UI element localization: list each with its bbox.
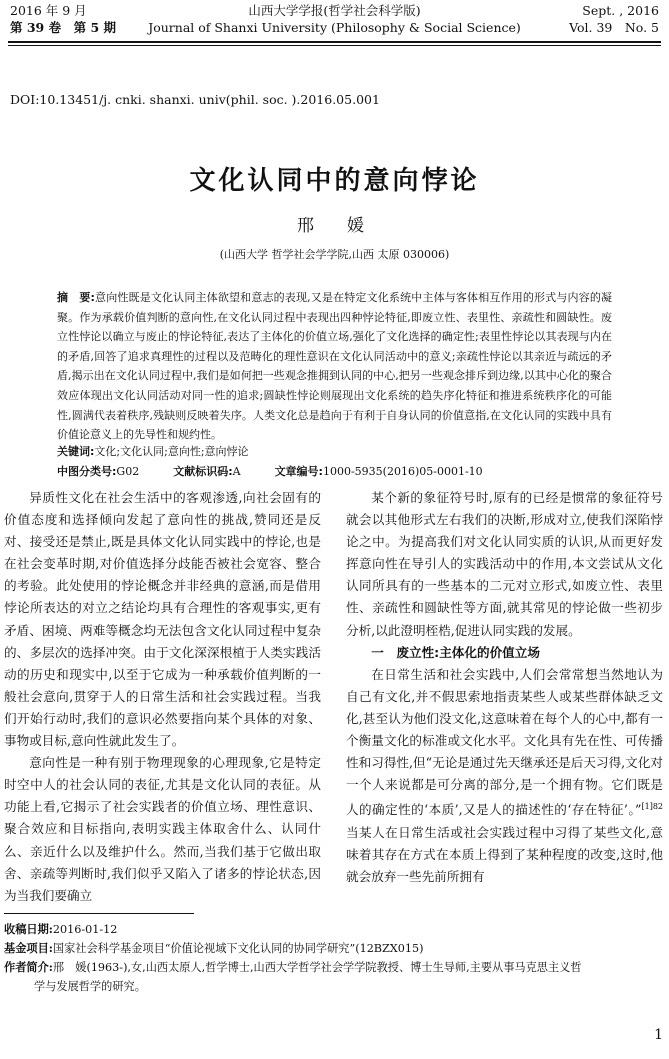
abstract-text: 意向性既是文化认同主体欲望和意志的表现,又是在特定文化系统中主体与客体相互作用的形式与内容的凝聚。作为承载价值判断的意向性,在文化认同过程中表现出四种悖论特征,即废立性、表里性、亲疏性和圆缺性。废立性悖论以确立与废止的悖论特征,表达了主体化的价值立场,强化了文化选择的确定性;表里性悖论以其表现与内在的矛盾,回答了追求真理性的过程以及范畴化的理性意识在文化认同活动中的意义;亲疏性悖论以其亲近与疏远的矛盾,揭示出在文化认同过程中,我们是如何把一些观念推拥到认同的中心,把另一些观念排斥到边缘,以其中心化的聚合效应体现出文化认同活动对同一性的追求;圆缺性悖论则展现出文化系统的趋失序化特征和推进系统秩序化的可能性,圆满代表着秩序,残缺则反映着失序。人类文化总是趋向于有利于自身认同的价值意指,在文化认同的实践中具有价值论意义上的先导性和规约性。 [57, 291, 612, 442]
footnote-author-bio [4, 958, 664, 996]
body-text: 在日常生活和社会实践中,人们会常常想当然地认为自己有文化,并不假思索地指责某些人或某些群体缺乏文化,甚至认为他们没文化,这意味着在每个人的心中,都有一个衡量文化的标准或文化水平。文化具有先在性、可传播性和习得性,但“无论是通过先天继承还是后天习得,文化对一个人来说都是可分离的部分,是一个拥有物。它们既是人的确定性的‘本质’,又是人的描述性的‘存在特征’。” [346, 666, 663, 818]
journal-name-en: Journal of Shanxi University (Philosophy & Social Science) [148, 20, 521, 35]
keywords [57, 442, 249, 462]
fund-label: 基金项目: [4, 941, 53, 955]
header-date-en: Sept. , 2016 [582, 3, 659, 18]
body-paragraph: 异质性文化在社会生活中的客观渗透,向社会固有的价值态度和选择倾向发起了意向性的挑战,赞同还是反对、接受还是禁止,既是具体文化认同实践中的悖论,也是在社会变革时期,对价值选择分歧能否被社会宽容、整合的考验。此处使用的悖论概念并非经典的意涵,而是借用悖论所表达的对立之结论均具有合理性的客观事实,更有矛盾、困境、两难等概念均无法包含文化认同过程中复杂的、多层次的选择冲突。由于文化深深根植于人类实践活动的历史和现实中,以至于它成为一种承载价值判断的一般社会意向,贯穿于人的日常生活和社会实践过程。当我们开始行动时,我们的意识必然要指向某个具体的对象、事物或目标,意向性就此发生了。 [4, 490, 321, 749]
article-number-value: 1000-5935(2016)05-0001-10 [322, 465, 483, 478]
doc-code-value: A [232, 465, 241, 478]
footnote-fund [4, 939, 664, 959]
header-date: 2016 年 9 月 [10, 3, 87, 18]
body-column-right [346, 487, 663, 888]
clc-label: 中图分类号: [57, 465, 117, 478]
body-paragraph: 意向性是一种有别于物理现象的心理现象,它是特定时空中人的社会认同的表征,尤其是文化认同的表征。从功能上看,它揭示了社会实践者的价值立场、理性意识、聚合效应和目标指向,表明实践主体取舍什么、认同什么、亲近什么以及维护什么。然而,当我们基于它做出取舍、亲疏等判断时,我们似乎又陷入了诸多的悖论状态,因为当我们要确立 [4, 755, 321, 903]
header-volume-en: Vol. 39 No. 5 [569, 20, 659, 35]
article-number [275, 462, 483, 482]
author-affiliation: (山西大学 哲学社会学学院,山西 太原 030006) [219, 248, 450, 261]
author-bio-label: 作者简介: [4, 960, 53, 974]
page-number: 1 [654, 1027, 663, 1043]
journal-date-issue-en [569, 2, 659, 36]
footnote-received [4, 920, 664, 940]
classification-line [57, 462, 612, 482]
body-text: 当某人在日常生活或社会实践过程中习得了某些文化,意味着其存在方式在本质上得到了某种程度的改变,这时,他就会放弃一些先前所拥有 [346, 824, 663, 884]
header-rule-thick [8, 41, 661, 43]
document-code [173, 462, 240, 482]
received-value: 2016-01-12 [52, 923, 118, 936]
header-volume: 第 39 卷 第 5 期 [10, 20, 116, 35]
keywords-label: 关键词: [57, 445, 95, 458]
body-paragraph [346, 664, 663, 888]
abstract-paragraph [57, 288, 612, 445]
received-label: 收稿日期: [4, 922, 53, 936]
footnote-rule [4, 913, 194, 914]
body-paragraph: 某个新的象征符号时,原有的已经是惯常的象征符号就会以其他形式左右我们的决断,形成对立,使我们深陷悖论之中。为提高我们对文化认同实质的认识,从而更好发挥意向性在导引人的实践活动中的作用,本文尝试从文化认同所具有的一些基本的二元对立形式,如废立性、表里性、亲疏性和圆缺性等方面,就其常见的悖论做一些初步分析,以此澄明桎梏,促进认同实践的发展。 [346, 490, 663, 638]
article-number-label: 文章编号: [274, 465, 323, 478]
author-bio-line2: 学与发展哲学的研究。 [34, 979, 146, 993]
doc-code-label: 文献标识码: [173, 465, 233, 478]
article-title: 文化认同中的意向悖论 [189, 166, 480, 196]
keywords-text: 文化;文化认同;意向性;意向悖论 [94, 445, 249, 458]
citation-ref: [1]82 [641, 802, 663, 812]
fund-value: 国家社会科学基金项目“价值论视域下文化认同的协同学研究”(12BZX015) [52, 942, 424, 955]
body-column-left [4, 487, 321, 907]
journal-name-cn: 山西大学学报(哲学社会科学版) [248, 3, 421, 18]
section-heading: 一 废立性:主体化的价值立场 [371, 644, 540, 660]
abstract-label: 摘 要: [57, 291, 95, 304]
clc-number [57, 462, 139, 482]
abstract [57, 288, 612, 445]
clc-value: G02 [116, 465, 140, 478]
doi: DOI:10.13451/j. cnki. shanxi. univ(phil. soc. ).2016.05.001 [10, 92, 380, 107]
header-rule-thin [8, 45, 661, 46]
article-author: 邢 媛 [297, 216, 372, 236]
author-bio-line1: 邢 媛(1963-),女,山西太原人,哲学博士,山西大学哲学社会学学院教授、博士生导师,主要从事马克思主义哲 [52, 961, 582, 974]
